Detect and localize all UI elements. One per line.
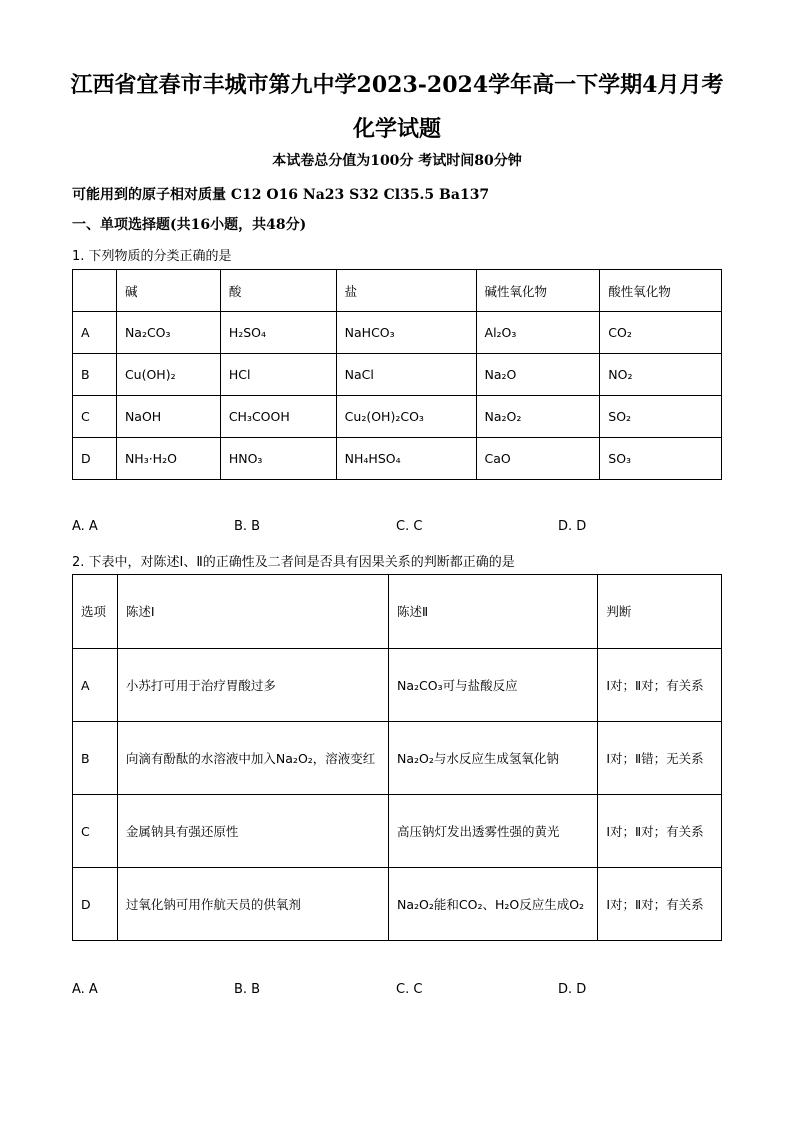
table-cell: 小苏打可用于治疗胃酸过多: [117, 649, 388, 722]
header-cell: 酸: [220, 270, 336, 312]
table-row: [73, 868, 722, 941]
table-cell: Ⅰ对；Ⅱ对；有关系: [598, 649, 722, 722]
table-cell: Al₂O₃: [476, 312, 600, 354]
option-a[interactable]: A. A: [72, 519, 98, 534]
table-cell: Cu₂(OH)₂CO₃: [336, 396, 476, 438]
table-cell: CO₂: [600, 312, 722, 354]
atomic-masses: 可能用到的原子相对质量 C12 O16 Na23 S32 Cl35.5 Ba137: [72, 187, 490, 203]
table-cell: H₂SO₄: [220, 312, 336, 354]
table-cell: A: [73, 312, 117, 354]
question-1-options: [72, 519, 722, 534]
question-2-stem: 2. 下表中，对陈述Ⅰ、Ⅱ的正确性及二者间是否具有因果关系的判断都正确的是: [72, 555, 515, 570]
exam-title: 江西省宜春市丰城市第九中学2023-2024学年高一下学期4月月考: [70, 72, 724, 98]
option-c[interactable]: C. C: [396, 519, 423, 534]
option-b[interactable]: B. B: [234, 519, 261, 534]
table-cell: D: [73, 438, 117, 480]
table-row: [73, 795, 722, 868]
table-cell: NaHCO₃: [336, 312, 476, 354]
table-header-row: [73, 575, 722, 649]
header-cell: 盐: [336, 270, 476, 312]
table-cell: Na₂CO₃: [116, 312, 220, 354]
question-1-table: [72, 269, 722, 480]
table-cell: B: [73, 722, 118, 795]
table-cell: CaO: [476, 438, 600, 480]
table-row: [73, 396, 722, 438]
table-cell: NO₂: [600, 354, 722, 396]
table-cell: HNO₃: [220, 438, 336, 480]
table-cell: C: [73, 795, 118, 868]
header-cell: 酸性氧化物: [600, 270, 722, 312]
table-cell: NaCl: [336, 354, 476, 396]
table-cell: Na₂CO₃可与盐酸反应: [389, 649, 598, 722]
header-cell: 判断: [598, 575, 722, 649]
table-cell: CH₃COOH: [220, 396, 336, 438]
table-cell: Na₂O: [476, 354, 600, 396]
question-2-options: [72, 982, 722, 997]
question-2-table: [72, 574, 722, 941]
table-cell: NaOH: [116, 396, 220, 438]
table-cell: SO₃: [600, 438, 722, 480]
table-row: [73, 649, 722, 722]
header-cell: 陈述Ⅰ: [117, 575, 388, 649]
section-heading: 一、单项选择题(共16小题，共48分): [72, 217, 307, 233]
option-a[interactable]: A. A: [72, 982, 98, 997]
table-cell: Ⅰ对；Ⅱ对；有关系: [598, 795, 722, 868]
header-cell: 选项: [73, 575, 118, 649]
table-row: [73, 312, 722, 354]
table-cell: C: [73, 396, 117, 438]
header-cell: 碱: [116, 270, 220, 312]
table-header-row: [73, 270, 722, 312]
option-d[interactable]: D. D: [558, 519, 587, 534]
option-b[interactable]: B. B: [234, 982, 261, 997]
header-cell: 碱性氧化物: [476, 270, 600, 312]
table-cell: 向滴有酚酞的水溶液中加入Na₂O₂，溶液变红: [117, 722, 388, 795]
header-cell: 陈述Ⅱ: [389, 575, 598, 649]
table-cell: D: [73, 868, 118, 941]
table-cell: B: [73, 354, 117, 396]
exam-info: 本试卷总分值为100分 考试时间80分钟: [272, 153, 522, 169]
option-d[interactable]: D. D: [558, 982, 587, 997]
table-cell: 高压钠灯发出透雾性强的黄光: [389, 795, 598, 868]
table-cell: SO₂: [600, 396, 722, 438]
header-cell: [73, 270, 117, 312]
table-cell: Cu(OH)₂: [116, 354, 220, 396]
table-cell: A: [73, 649, 118, 722]
option-c[interactable]: C. C: [396, 982, 423, 997]
table-cell: Na₂O₂: [476, 396, 600, 438]
table-cell: NH₄HSO₄: [336, 438, 476, 480]
table-row: [73, 438, 722, 480]
table-cell: HCl: [220, 354, 336, 396]
table-row: [73, 722, 722, 795]
table-cell: Ⅰ对；Ⅱ对；有关系: [598, 868, 722, 941]
question-1-stem: 1. 下列物质的分类正确的是: [72, 249, 232, 264]
table-cell: Ⅰ对；Ⅱ错；无关系: [598, 722, 722, 795]
table-cell: 过氧化钠可用作航天员的供氧剂: [117, 868, 388, 941]
table-cell: Na₂O₂能和CO₂、H₂O反应生成O₂: [389, 868, 598, 941]
table-cell: Na₂O₂与水反应生成氢氧化钠: [389, 722, 598, 795]
exam-subject: 化学试题: [352, 116, 441, 142]
table-cell: 金属钠具有强还原性: [117, 795, 388, 868]
table-row: [73, 354, 722, 396]
table-cell: NH₃·H₂O: [116, 438, 220, 480]
